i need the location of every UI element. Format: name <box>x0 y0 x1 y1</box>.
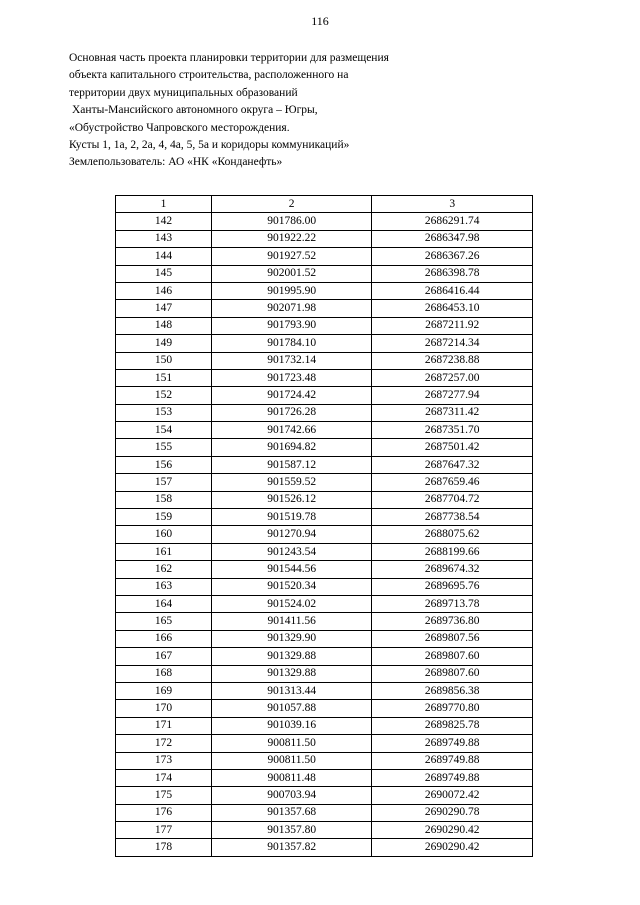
point-number-cell: 172 <box>116 735 212 752</box>
table-row <box>116 439 533 456</box>
point-number-cell: 157 <box>116 474 212 491</box>
header-line: Ханты-Мансийского автономного округа – Югры, <box>72 104 318 117</box>
table-row <box>116 422 533 439</box>
point-number-cell: 152 <box>116 387 212 404</box>
y-coordinate-cell: 2686347.98 <box>372 230 533 247</box>
y-coordinate-cell: 2689674.32 <box>372 561 533 578</box>
x-coordinate-cell: 901726.28 <box>211 404 371 421</box>
x-coordinate-cell: 901694.82 <box>211 439 371 456</box>
point-number-cell: 151 <box>116 369 212 386</box>
y-coordinate-cell: 2687257.00 <box>372 369 533 386</box>
table-row <box>116 526 533 543</box>
y-coordinate-cell: 2686291.74 <box>372 213 533 230</box>
point-number-cell: 156 <box>116 456 212 473</box>
y-coordinate-cell: 2690290.42 <box>372 839 533 856</box>
point-number-cell: 155 <box>116 439 212 456</box>
table-row <box>116 717 533 734</box>
table-row <box>116 595 533 612</box>
point-number-cell: 161 <box>116 543 212 560</box>
table-row <box>116 561 533 578</box>
table-row <box>116 456 533 473</box>
table-row <box>116 769 533 786</box>
x-coordinate-cell: 901357.80 <box>211 822 371 839</box>
y-coordinate-cell: 2689825.78 <box>372 717 533 734</box>
point-number-cell: 149 <box>116 335 212 352</box>
x-coordinate-cell: 901329.88 <box>211 648 371 665</box>
y-coordinate-cell: 2689807.60 <box>372 648 533 665</box>
x-coordinate-cell: 901559.52 <box>211 474 371 491</box>
table-row <box>116 213 533 230</box>
header-line: объекта капитального строительства, расположенного на <box>69 69 349 82</box>
y-coordinate-cell: 2689807.56 <box>372 630 533 647</box>
x-coordinate-cell: 901329.90 <box>211 630 371 647</box>
y-coordinate-cell: 2689807.60 <box>372 665 533 682</box>
point-number-cell: 146 <box>116 282 212 299</box>
table-row <box>116 822 533 839</box>
x-coordinate-cell: 901587.12 <box>211 456 371 473</box>
y-coordinate-cell: 2689736.80 <box>372 613 533 630</box>
y-coordinate-cell: 2687659.46 <box>372 474 533 491</box>
table-row <box>116 509 533 526</box>
point-number-cell: 169 <box>116 682 212 699</box>
x-coordinate-cell: 902071.98 <box>211 300 371 317</box>
x-coordinate-cell: 901357.68 <box>211 804 371 821</box>
y-coordinate-cell: 2689695.76 <box>372 578 533 595</box>
table-row <box>116 787 533 804</box>
x-coordinate-cell: 901927.52 <box>211 248 371 265</box>
x-coordinate-cell: 900811.48 <box>211 769 371 786</box>
header-line: территории двух муниципальных образований <box>69 86 298 99</box>
point-number-cell: 142 <box>116 213 212 230</box>
y-coordinate-cell: 2687311.42 <box>372 404 533 421</box>
x-coordinate-cell: 901329.88 <box>211 665 371 682</box>
point-number-cell: 153 <box>116 404 212 421</box>
point-number-cell: 150 <box>116 352 212 369</box>
point-number-cell: 145 <box>116 265 212 282</box>
point-number-cell: 177 <box>116 822 212 839</box>
x-coordinate-cell: 900811.50 <box>211 752 371 769</box>
y-coordinate-cell: 2686453.10 <box>372 300 533 317</box>
x-coordinate-cell: 901526.12 <box>211 491 371 508</box>
point-number-cell: 159 <box>116 509 212 526</box>
document-header <box>69 50 589 172</box>
table-body <box>116 213 533 856</box>
point-number-cell: 158 <box>116 491 212 508</box>
point-number-cell: 166 <box>116 630 212 647</box>
x-coordinate-cell: 901723.48 <box>211 369 371 386</box>
point-number-cell: 143 <box>116 230 212 247</box>
point-number-cell: 148 <box>116 317 212 334</box>
y-coordinate-cell: 2688075.62 <box>372 526 533 543</box>
y-coordinate-cell: 2686416.44 <box>372 282 533 299</box>
x-coordinate-cell: 901742.66 <box>211 422 371 439</box>
y-coordinate-cell: 2686398.78 <box>372 265 533 282</box>
point-number-cell: 178 <box>116 839 212 856</box>
header-line: Основная часть проекта планировки территории для размещения <box>69 52 389 64</box>
x-coordinate-cell: 900811.50 <box>211 735 371 752</box>
x-coordinate-cell: 901544.56 <box>211 561 371 578</box>
y-coordinate-cell: 2687351.70 <box>372 422 533 439</box>
y-coordinate-cell: 2689749.88 <box>372 769 533 786</box>
y-coordinate-cell: 2687211.92 <box>372 317 533 334</box>
table-row <box>116 665 533 682</box>
point-number-cell: 167 <box>116 648 212 665</box>
point-number-cell: 168 <box>116 665 212 682</box>
y-coordinate-cell: 2687738.54 <box>372 509 533 526</box>
table-row <box>116 474 533 491</box>
x-coordinate-cell: 901039.16 <box>211 717 371 734</box>
point-number-cell: 176 <box>116 804 212 821</box>
point-number-cell: 175 <box>116 787 212 804</box>
header-line: «Обустройство Чапровского месторождения. <box>69 121 290 134</box>
y-coordinate-cell: 2687238.88 <box>372 352 533 369</box>
x-coordinate-cell: 901313.44 <box>211 682 371 699</box>
y-coordinate-cell: 2690072.42 <box>372 787 533 804</box>
point-number-cell: 163 <box>116 578 212 595</box>
table-row <box>116 248 533 265</box>
point-number-cell: 160 <box>116 526 212 543</box>
y-coordinate-cell: 2689770.80 <box>372 700 533 717</box>
table-row <box>116 317 533 334</box>
x-coordinate-cell: 901524.02 <box>211 595 371 612</box>
table-row <box>116 682 533 699</box>
x-coordinate-cell: 901732.14 <box>211 352 371 369</box>
header-line: Землепользователь: АО «НК «Конданефть» <box>69 156 283 169</box>
table-row <box>116 265 533 282</box>
y-coordinate-cell: 2687704.72 <box>372 491 533 508</box>
y-coordinate-cell: 2689749.88 <box>372 752 533 769</box>
column-header: 2 <box>211 196 371 213</box>
x-coordinate-cell: 901784.10 <box>211 335 371 352</box>
header-line: Кусты 1, 1а, 2, 2а, 4, 4а, 5, 5а и коридоры коммуникаций» <box>69 139 350 152</box>
table-row <box>116 804 533 821</box>
x-coordinate-cell: 901520.34 <box>211 578 371 595</box>
table-row <box>116 230 533 247</box>
page-number: 116 <box>311 14 329 28</box>
table-row <box>116 630 533 647</box>
y-coordinate-cell: 2690290.78 <box>372 804 533 821</box>
table-row <box>116 839 533 856</box>
table-row <box>116 543 533 560</box>
point-number-cell: 170 <box>116 700 212 717</box>
x-coordinate-cell: 901057.88 <box>211 700 371 717</box>
coordinates-table <box>115 195 533 857</box>
x-coordinate-cell: 901357.82 <box>211 839 371 856</box>
x-coordinate-cell: 901270.94 <box>211 526 371 543</box>
table-row <box>116 387 533 404</box>
table-row <box>116 613 533 630</box>
point-number-cell: 164 <box>116 595 212 612</box>
column-header: 1 <box>116 196 212 213</box>
y-coordinate-cell: 2690290.42 <box>372 822 533 839</box>
point-number-cell: 154 <box>116 422 212 439</box>
table-row <box>116 648 533 665</box>
column-header: 3 <box>372 196 533 213</box>
table-row <box>116 752 533 769</box>
point-number-cell: 162 <box>116 561 212 578</box>
point-number-cell: 147 <box>116 300 212 317</box>
x-coordinate-cell: 902001.52 <box>211 265 371 282</box>
table-row <box>116 282 533 299</box>
y-coordinate-cell: 2687277.94 <box>372 387 533 404</box>
x-coordinate-cell: 901411.56 <box>211 613 371 630</box>
point-number-cell: 165 <box>116 613 212 630</box>
x-coordinate-cell: 901995.90 <box>211 282 371 299</box>
table-row <box>116 335 533 352</box>
x-coordinate-cell: 901243.54 <box>211 543 371 560</box>
x-coordinate-cell: 901519.78 <box>211 509 371 526</box>
table-row <box>116 404 533 421</box>
point-number-cell: 173 <box>116 752 212 769</box>
table-row <box>116 578 533 595</box>
y-coordinate-cell: 2689713.78 <box>372 595 533 612</box>
y-coordinate-cell: 2688199.66 <box>372 543 533 560</box>
x-coordinate-cell: 900703.94 <box>211 787 371 804</box>
table-row <box>116 300 533 317</box>
table-row <box>116 352 533 369</box>
x-coordinate-cell: 901922.22 <box>211 230 371 247</box>
table-row <box>116 700 533 717</box>
y-coordinate-cell: 2687214.34 <box>372 335 533 352</box>
x-coordinate-cell: 901793.90 <box>211 317 371 334</box>
y-coordinate-cell: 2687647.32 <box>372 456 533 473</box>
table-row <box>116 369 533 386</box>
point-number-cell: 174 <box>116 769 212 786</box>
table-header-row <box>116 196 533 213</box>
y-coordinate-cell: 2686367.26 <box>372 248 533 265</box>
x-coordinate-cell: 901786.00 <box>211 213 371 230</box>
table-row <box>116 735 533 752</box>
y-coordinate-cell: 2687501.42 <box>372 439 533 456</box>
y-coordinate-cell: 2689856.38 <box>372 682 533 699</box>
table-row <box>116 491 533 508</box>
x-coordinate-cell: 901724.42 <box>211 387 371 404</box>
point-number-cell: 144 <box>116 248 212 265</box>
y-coordinate-cell: 2689749.88 <box>372 735 533 752</box>
point-number-cell: 171 <box>116 717 212 734</box>
